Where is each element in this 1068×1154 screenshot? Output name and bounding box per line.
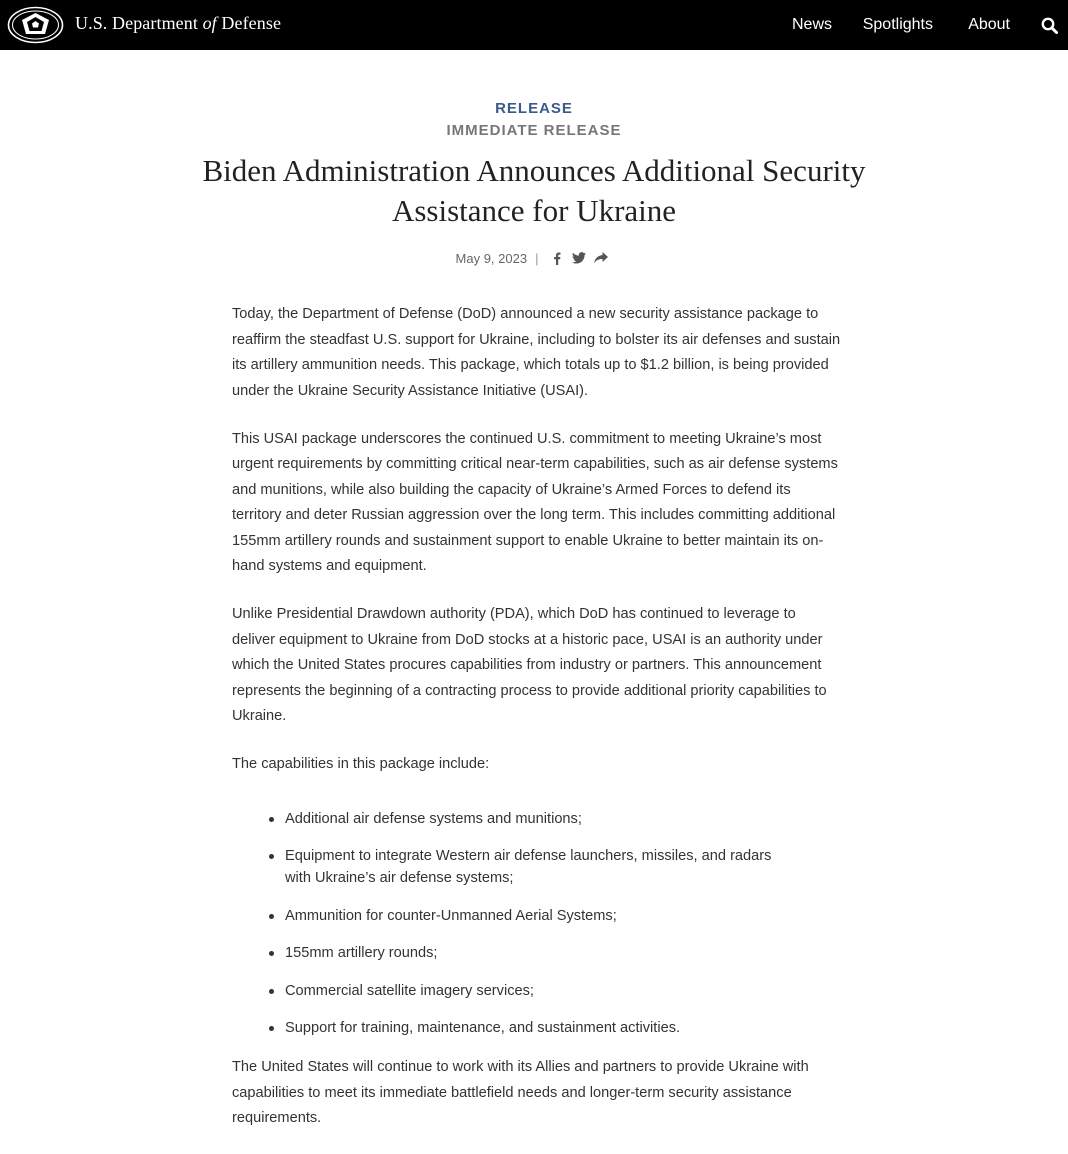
list-item: Commercial satellite imagery services; — [232, 980, 842, 1002]
nav-item-about[interactable]: About — [968, 16, 1010, 33]
article-body — [232, 302, 842, 1154]
capabilities-list — [232, 808, 842, 1040]
facebook-icon[interactable] — [548, 250, 566, 266]
brand-suffix: Defense — [216, 13, 282, 33]
article-meta — [0, 250, 1068, 266]
meta-separator: | — [535, 250, 539, 266]
article-paragraph: The capabilities in this package include: — [232, 756, 490, 772]
top-navigation-bar — [0, 0, 1068, 50]
article-title: Biden Administration Announces Additional Security Assistance for Ukraine — [202, 153, 866, 228]
list-item: Additional air defense systems and munitions; — [232, 808, 842, 830]
article-paragraph: Today, the Department of Defense (DoD) announced a new security assistance package to reaffirm the steadfast U.S. support for Ukraine, including to bolster its air defenses and sustain its artillery ammunition needs. This package, which totals up to $1.2 billion, is being provided under the Ukraine Security Assistance Initiative (USAI). — [232, 306, 841, 399]
release-type-label: RELEASE — [495, 100, 573, 117]
brand-of: of — [202, 13, 217, 33]
release-subtype-label: IMMEDIATE RELEASE — [446, 122, 622, 139]
nav-item-spotlights[interactable]: Spotlights — [862, 16, 933, 33]
article-closing-paragraph: The United States will continue to work with its Allies and partners to provide Ukraine with capabilities to meet its immediate battlefield needs and longer-term security assistance requirements. — [232, 1059, 809, 1126]
pentagon-seal-icon[interactable] — [7, 6, 64, 44]
list-item: Ammunition for counter-Unmanned Aerial Systems; — [232, 905, 842, 927]
article-paragraph: This USAI package underscores the continued U.S. commitment to meeting Ukraine’s most urgent requirements by committing critical near-term capabilities, such as air defense systems and munitions, while also building the capacity of Ukraine’s Armed Forces to defend its territory and deter Russian aggression over the long term. This includes committing additional 155mm artillery rounds and sustainment support to enable Ukraine to better maintain its on-hand systems and equipment. — [232, 430, 838, 574]
list-item: Support for training, maintenance, and sustainment activities. — [232, 1017, 842, 1039]
search-icon[interactable] — [1041, 17, 1058, 34]
list-item: Equipment to integrate Western air defense launchers, missiles, and radars with Ukraine’s air defense systems; — [232, 845, 842, 889]
nav-item-news[interactable]: News — [791, 16, 832, 33]
article-date: May 9, 2023 — [455, 250, 528, 266]
brand-prefix: U.S. Department — [75, 13, 203, 33]
site-brand[interactable] — [75, 13, 281, 34]
share-icon[interactable] — [592, 250, 610, 266]
list-item: 155mm artillery rounds; — [232, 942, 842, 964]
article-paragraph: Unlike Presidential Drawdown authority (PDA), which DoD has continued to leverage to deliver equipment to Ukraine from DoD stocks at a historic pace, USAI is an authority under which the United States procures capabilities from industry or partners. This announcement represents the beginning of a contracting process to provide additional priority capabilities to Ukraine. — [232, 606, 827, 724]
twitter-icon[interactable] — [570, 250, 588, 266]
